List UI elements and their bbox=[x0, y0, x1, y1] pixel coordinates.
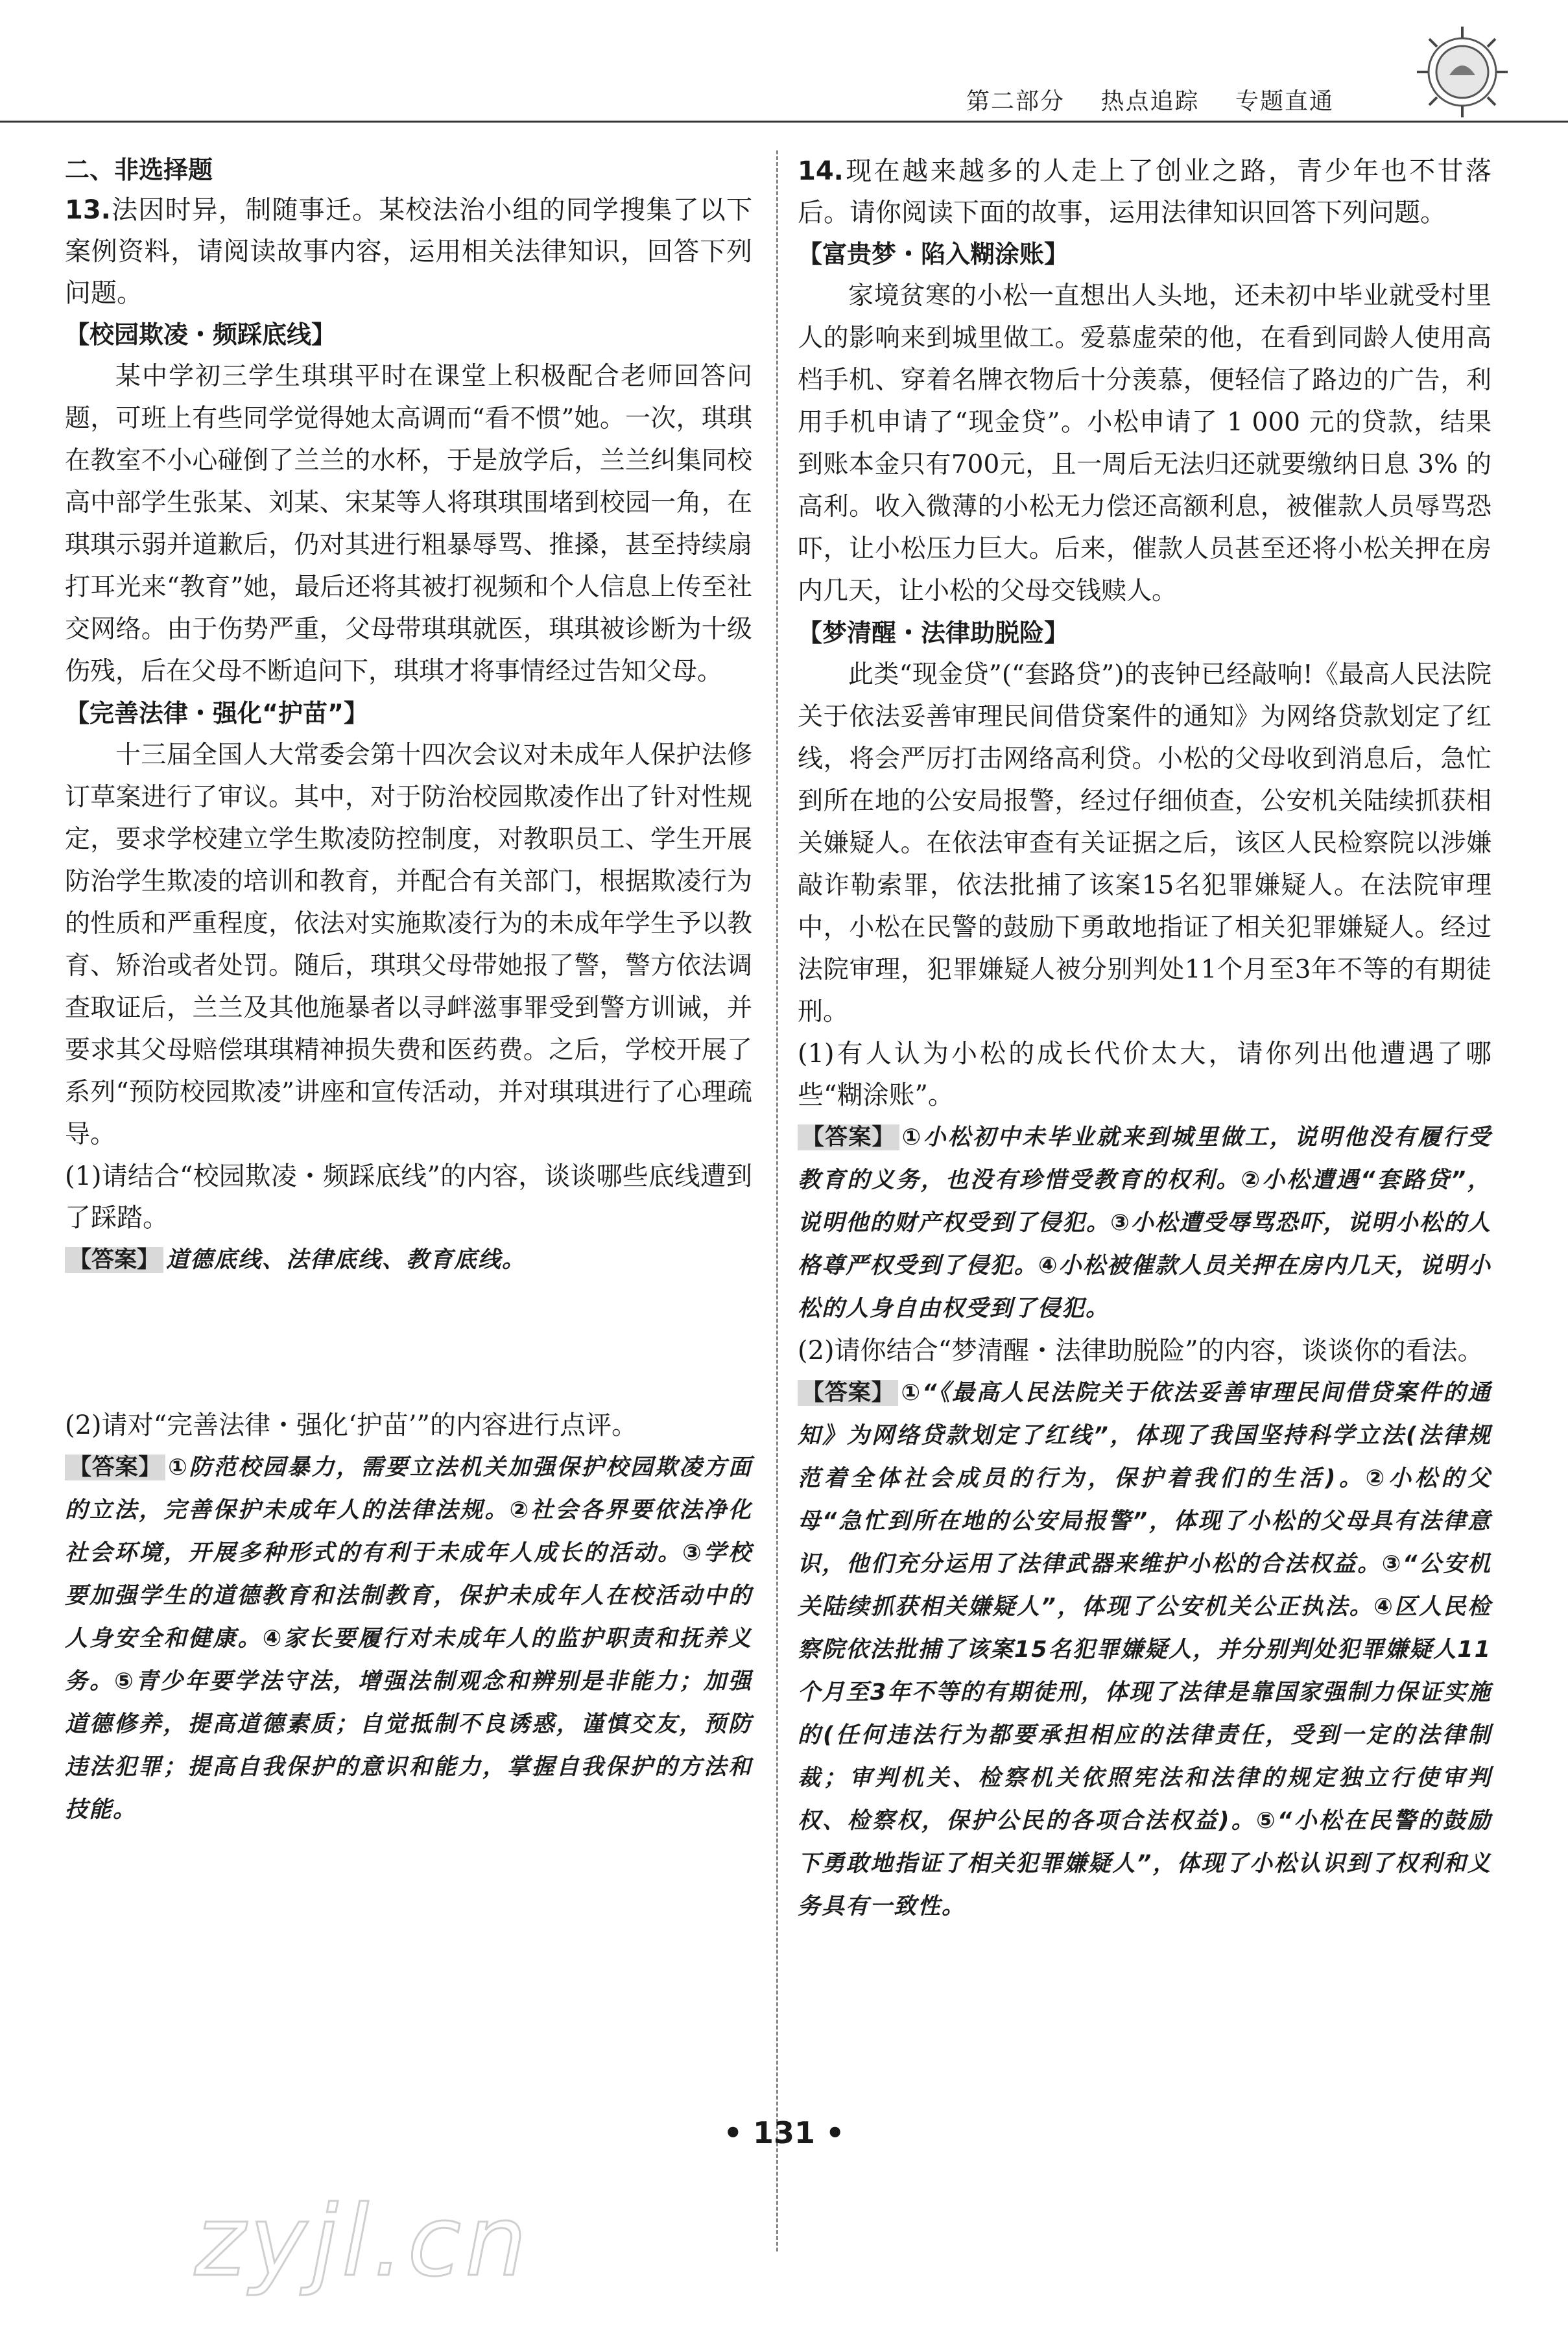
question-14-intro: 现在越来越多的人走上了创业之路，青少年也不甘落后。请你阅读下面的故事，运用法律知识回答下列问题。 bbox=[798, 156, 1491, 228]
seal-badge-icon bbox=[1414, 23, 1511, 121]
q14-story2: 此类“现金贷”(“套路贷”)的丧钟已经敲响!《最高人民法院关于依法妥善审理民间借贷案件的通知》为网络贷款划定了红线，将会严厉打击网络高利贷。小松的父母收到消息后，急忙到所在地的公安局报警，经过仔细侦查，公安机关陆续抓获相关嫌疑人。在依法审查有关证据之后，该区人民检察院以涉嫌敲诈勒索罪，依法批捕了该案15名犯罪嫌疑人。在法院审理中，小松在民警的鼓励下勇敢地指证了相关犯罪嫌疑人。经过法院审理，犯罪嫌疑人被分别判处11个月至3年不等的有期徒刑。 bbox=[798, 660, 1491, 1027]
q13-story1-tag: 【校园欺凌・频踩底线】 bbox=[65, 320, 337, 349]
right-column bbox=[798, 150, 1491, 1928]
header-section: 热点追踪 bbox=[1100, 88, 1200, 115]
q14-answer-1 bbox=[798, 1116, 1491, 1330]
q13-answer-1 bbox=[65, 1239, 752, 1281]
question-13 bbox=[65, 189, 752, 314]
q14-subquestion-2: (2)请你结合“梦清醒・法律助脱险”的内容，谈谈你的看法。 bbox=[798, 1336, 1484, 1366]
header-series: 专题直通 bbox=[1235, 88, 1334, 115]
answer-label: 【答案】 bbox=[798, 1380, 898, 1406]
q14-answer-2 bbox=[798, 1372, 1491, 1928]
q13-story1: 某中学初三学生琪琪平时在课堂上积极配合老师回答问题，可班上有些同学觉得她太高调而“看不惯”她。一次，琪琪在教室不小心碰倒了兰兰的水杯，于是放学后，兰兰纠集同校高中部学生张某、刘某、宋某等人将琪琪围堵到校园一角，在琪琪示弱并道歉后，仍对其进行粗暴辱骂、推搡，甚至持续扇打耳光来“教育”她，最后还将其被打视频和个人信息上传至社交网络。由于伤势严重，父母带琪琪就医，琪琪被诊断为十级伤残，后在父母不断追问下，琪琪才将事情经过告知父母。 bbox=[65, 362, 752, 686]
question-14 bbox=[798, 150, 1491, 233]
q14-answer-2-text: ①“《最高人民法院关于依法妥善审理民间借贷案件的通知》为网络贷款划定了红线”，体现了我国坚持科学立法(法律规范着全体社会成员的行为，保护着我们的生活)。②小松的父母“急忙到所在地的公安局报警”，体现了小松的父母具有法律意识，他们充分运用了法律武器来维护小松的合法权益。③“公安机关陆续抓获相关嫌疑人”，体现了公安机关公正执法。④区人民检察院依法批捕了该案15名犯罪嫌疑人，并分别判处犯罪嫌疑人11个月至3年不等的有期徒刑，体现了法律是靠国家强制力保证实施的(任何违法行为都要承担相应的法律责任，受到一定的法律制裁；审判机关、检察机关依照宪法和法律的规定独立行使审判权、检察权，保护公民的各项合法权益)。⑤“小松在民警的鼓励下勇敢地指证了相关犯罪嫌疑人”，体现了小松认识到了权利和义务具有一致性。 bbox=[798, 1380, 1491, 1919]
q14-subquestion-1: (1)有人认为小松的成长代价太大，请你列出他遭遇了哪些“糊涂账”。 bbox=[798, 1039, 1491, 1110]
q13-story2: 十三届全国人大常委会第十四次会议对未成年人保护法修订草案进行了审议。其中，对于防治校园欺凌作出了针对性规定，要求学校建立学生欺凌防控制度，对教职员工、学生开展防治学生欺凌的培训和教育，并配合有关部门，根据欺凌行为的性质和严重程度，依法对实施欺凌行为的未成年学生予以教育、矫治或者处罚。随后，琪琪父母带她报了警，警方依法调查取证后，兰兰及其他施暴者以寻衅滋事罪受到警方训诫，并要求其父母赔偿琪琪精神损失费和医药费。之后，学校开展了系列“预防校园欺凌”讲座和宣传活动，并对琪琪进行了心理疏导。 bbox=[65, 741, 752, 1149]
watermark: zyjl.cn bbox=[195, 2185, 531, 2298]
q14-story1-tag: 【富贵梦・陷入糊涂账】 bbox=[798, 240, 1069, 268]
question-14-number: 14. bbox=[798, 156, 844, 186]
q13-answer-1-text: 道德底线、法律底线、教育底线。 bbox=[166, 1247, 527, 1273]
header-part: 第二部分 bbox=[966, 88, 1065, 115]
answer-label: 【答案】 bbox=[65, 1455, 165, 1480]
column-divider bbox=[776, 150, 778, 2251]
blank-space bbox=[65, 1281, 752, 1405]
q13-story2-tag: 【完善法律・强化“护苗”】 bbox=[65, 699, 368, 728]
left-column bbox=[65, 150, 752, 1831]
header-rule bbox=[0, 121, 1568, 123]
q14-story1: 家境贫寒的小松一直想出人头地，还未初中毕业就受村里人的影响来到城里做工。爱慕虚荣的他，在看到同龄人使用高档手机、穿着名牌衣物后十分羡慕，便轻信了路边的广告，利用手机申请了“现金贷”。小松申请了 1 000 元的贷款，结果到账本金只有700元，且一周后无法归还就要缴纳日息 3% 的高利。收入微薄的小松无力偿还高额利息，被催款人员辱骂恐吓，让小松压力巨大。后来，催款人员甚至还将小松关押在房内几天，让小松的父母交钱赎人。 bbox=[798, 281, 1491, 606]
answer-label: 【答案】 bbox=[65, 1247, 163, 1273]
q13-answer-2-text: ①防范校园暴力，需要立法机关加强保护校园欺凌方面的立法，完善保护未成年人的法律法规。②社会各界要依法净化社会环境，开展多种形式的有利于未成年人成长的活动。③学校要加强学生的道德教育和法制教育，保护未成年人在校活动中的人身安全和健康。④家长要履行对未成年人的监护职责和抚养义务。⑤青少年要学法守法，增强法制观念和辨别是非能力；加强道德修养，提高道德素质；自觉抵制不良诱惑，谨慎交友，预防违法犯罪；提高自我保护的意识和能力，掌握自我保护的方法和技能。 bbox=[65, 1455, 752, 1823]
question-13-number: 13. bbox=[65, 195, 111, 225]
q14-answer-1-text: ①小松初中未毕业就来到城里做工，说明他没有履行受教育的义务，也没有珍惜受教育的权利。②小松遭遇“套路贷”，说明他的财产权受到了侵犯。③小松遭受辱骂恐吓，说明小松的人格尊严权受到了侵犯。④小松被催款人员关押在房内几天，说明小松的人身自由权受到了侵犯。 bbox=[798, 1124, 1491, 1322]
q13-subquestion-1: (1)请结合“校园欺凌・频踩底线”的内容，谈谈哪些底线遭到了踩踏。 bbox=[65, 1161, 752, 1233]
q14-story2-tag: 【梦清醒・法律助脱险】 bbox=[798, 619, 1069, 647]
q13-answer-2 bbox=[65, 1446, 752, 1831]
running-header bbox=[966, 83, 1485, 116]
section-title: 二、非选择题 bbox=[65, 156, 213, 184]
answer-label: 【答案】 bbox=[798, 1124, 899, 1150]
page-number: • 131 • bbox=[723, 2115, 845, 2150]
q13-subquestion-2: (2)请对“完善法律・强化‘护苗’”的内容进行点评。 bbox=[65, 1410, 637, 1440]
question-13-intro: 法因时异，制随事迁。某校法治小组的同学搜集了以下案例资料，请阅读故事内容，运用相关法律知识，回答下列问题。 bbox=[65, 195, 752, 308]
